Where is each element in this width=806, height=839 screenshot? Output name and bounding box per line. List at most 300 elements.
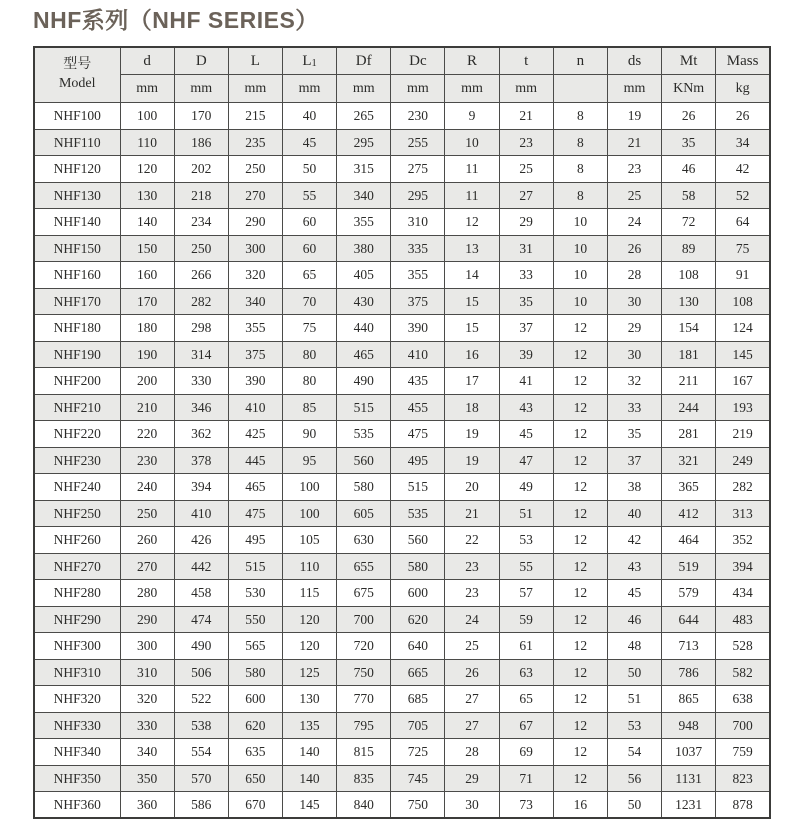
model-cell: NHF290 bbox=[34, 606, 120, 633]
value-cell: 375 bbox=[391, 288, 445, 315]
value-cell: 260 bbox=[120, 527, 174, 554]
value-cell: 281 bbox=[662, 421, 716, 448]
value-cell: 154 bbox=[662, 315, 716, 342]
value-cell: 554 bbox=[174, 739, 228, 766]
value-cell: 579 bbox=[662, 580, 716, 607]
value-cell: 410 bbox=[174, 500, 228, 527]
value-cell: 12 bbox=[445, 209, 499, 236]
column-unit-mt: KNm bbox=[662, 75, 716, 103]
value-cell: 120 bbox=[120, 156, 174, 183]
value-cell: 125 bbox=[282, 659, 336, 686]
value-cell: 75 bbox=[716, 235, 770, 262]
value-cell: 750 bbox=[391, 792, 445, 819]
value-cell: 140 bbox=[282, 765, 336, 792]
value-cell: 31 bbox=[499, 235, 553, 262]
value-cell: 12 bbox=[553, 315, 607, 342]
value-cell: 13 bbox=[445, 235, 499, 262]
value-cell: 24 bbox=[445, 606, 499, 633]
value-cell: 390 bbox=[228, 368, 282, 395]
value-cell: 26 bbox=[716, 103, 770, 130]
value-cell: 63 bbox=[499, 659, 553, 686]
value-cell: 34 bbox=[716, 129, 770, 156]
value-cell: 100 bbox=[120, 103, 174, 130]
value-cell: 490 bbox=[174, 633, 228, 660]
value-cell: 515 bbox=[337, 394, 391, 421]
value-cell: 394 bbox=[174, 474, 228, 501]
value-cell: 430 bbox=[337, 288, 391, 315]
value-cell: 29 bbox=[607, 315, 661, 342]
value-cell: 23 bbox=[607, 156, 661, 183]
value-cell: 12 bbox=[553, 368, 607, 395]
value-cell: 51 bbox=[499, 500, 553, 527]
value-cell: 350 bbox=[120, 765, 174, 792]
value-cell: 310 bbox=[120, 659, 174, 686]
value-cell: 638 bbox=[716, 686, 770, 713]
value-cell: 19 bbox=[607, 103, 661, 130]
value-cell: 27 bbox=[499, 182, 553, 209]
value-cell: 670 bbox=[228, 792, 282, 819]
table-row bbox=[34, 712, 770, 739]
value-cell: 24 bbox=[607, 209, 661, 236]
model-cell: NHF320 bbox=[34, 686, 120, 713]
value-cell: 295 bbox=[391, 182, 445, 209]
value-cell: 282 bbox=[716, 474, 770, 501]
value-cell: 235 bbox=[228, 129, 282, 156]
page-title: NHF系列（NHF SERIES） bbox=[33, 7, 319, 33]
value-cell: 600 bbox=[391, 580, 445, 607]
value-cell: 115 bbox=[282, 580, 336, 607]
value-cell: 522 bbox=[174, 686, 228, 713]
column-unit-df: mm bbox=[337, 75, 391, 103]
table-row bbox=[34, 659, 770, 686]
column-unit-d: mm bbox=[120, 75, 174, 103]
value-cell: 70 bbox=[282, 288, 336, 315]
value-cell: 16 bbox=[445, 341, 499, 368]
value-cell: 795 bbox=[337, 712, 391, 739]
value-cell: 455 bbox=[391, 394, 445, 421]
value-cell: 234 bbox=[174, 209, 228, 236]
value-cell: 64 bbox=[716, 209, 770, 236]
value-cell: 53 bbox=[499, 527, 553, 554]
value-cell: 219 bbox=[716, 421, 770, 448]
value-cell: 30 bbox=[607, 341, 661, 368]
value-cell: 655 bbox=[337, 553, 391, 580]
header-unit-row bbox=[34, 75, 770, 103]
value-cell: 249 bbox=[716, 447, 770, 474]
value-cell: 69 bbox=[499, 739, 553, 766]
value-cell: 15 bbox=[445, 288, 499, 315]
value-cell: 190 bbox=[120, 341, 174, 368]
value-cell: 12 bbox=[553, 553, 607, 580]
value-cell: 519 bbox=[662, 553, 716, 580]
table-row bbox=[34, 580, 770, 607]
value-cell: 49 bbox=[499, 474, 553, 501]
value-cell: 12 bbox=[553, 394, 607, 421]
value-cell: 19 bbox=[445, 447, 499, 474]
value-cell: 538 bbox=[174, 712, 228, 739]
value-cell: 380 bbox=[337, 235, 391, 262]
value-cell: 55 bbox=[282, 182, 336, 209]
value-cell: 58 bbox=[662, 182, 716, 209]
column-header-mass: Mass bbox=[716, 47, 770, 75]
value-cell: 50 bbox=[607, 792, 661, 819]
table-row bbox=[34, 739, 770, 766]
column-header-r: R bbox=[445, 47, 499, 75]
table-row bbox=[34, 368, 770, 395]
value-cell: 16 bbox=[553, 792, 607, 819]
value-cell: 745 bbox=[391, 765, 445, 792]
value-cell: 218 bbox=[174, 182, 228, 209]
value-cell: 25 bbox=[607, 182, 661, 209]
value-cell: 43 bbox=[607, 553, 661, 580]
column-header-l: L bbox=[228, 47, 282, 75]
value-cell: 170 bbox=[174, 103, 228, 130]
table-row bbox=[34, 156, 770, 183]
table-row bbox=[34, 288, 770, 315]
value-cell: 458 bbox=[174, 580, 228, 607]
table-row bbox=[34, 792, 770, 819]
value-cell: 570 bbox=[174, 765, 228, 792]
column-unit-n bbox=[553, 75, 607, 103]
value-cell: 255 bbox=[391, 129, 445, 156]
value-cell: 50 bbox=[282, 156, 336, 183]
value-cell: 490 bbox=[337, 368, 391, 395]
value-cell: 54 bbox=[607, 739, 661, 766]
value-cell: 465 bbox=[337, 341, 391, 368]
model-cell: NHF170 bbox=[34, 288, 120, 315]
value-cell: 320 bbox=[120, 686, 174, 713]
model-header-en: Model bbox=[58, 76, 96, 92]
value-cell: 9 bbox=[445, 103, 499, 130]
model-cell: NHF330 bbox=[34, 712, 120, 739]
table-row bbox=[34, 633, 770, 660]
value-cell: 12 bbox=[553, 606, 607, 633]
value-cell: 474 bbox=[174, 606, 228, 633]
model-cell: NHF280 bbox=[34, 580, 120, 607]
value-cell: 10 bbox=[553, 262, 607, 289]
value-cell: 580 bbox=[391, 553, 445, 580]
value-cell: 8 bbox=[553, 103, 607, 130]
model-cell: NHF180 bbox=[34, 315, 120, 342]
value-cell: 355 bbox=[337, 209, 391, 236]
value-cell: 50 bbox=[607, 659, 661, 686]
value-cell: 770 bbox=[337, 686, 391, 713]
value-cell: 105 bbox=[282, 527, 336, 554]
table-row bbox=[34, 686, 770, 713]
model-cell: NHF270 bbox=[34, 553, 120, 580]
value-cell: 515 bbox=[391, 474, 445, 501]
column-unit-mass: kg bbox=[716, 75, 770, 103]
model-cell: NHF150 bbox=[34, 235, 120, 262]
value-cell: 410 bbox=[228, 394, 282, 421]
value-cell: 41 bbox=[499, 368, 553, 395]
table-row bbox=[34, 527, 770, 554]
value-cell: 786 bbox=[662, 659, 716, 686]
value-cell: 19 bbox=[445, 421, 499, 448]
table-row bbox=[34, 209, 770, 236]
value-cell: 330 bbox=[174, 368, 228, 395]
column-header-ds: ds bbox=[607, 47, 661, 75]
value-cell: 170 bbox=[120, 288, 174, 315]
value-cell: 65 bbox=[282, 262, 336, 289]
value-cell: 244 bbox=[662, 394, 716, 421]
value-cell: 211 bbox=[662, 368, 716, 395]
value-cell: 59 bbox=[499, 606, 553, 633]
value-cell: 360 bbox=[120, 792, 174, 819]
value-cell: 340 bbox=[120, 739, 174, 766]
value-cell: 67 bbox=[499, 712, 553, 739]
value-cell: 298 bbox=[174, 315, 228, 342]
value-cell: 630 bbox=[337, 527, 391, 554]
value-cell: 130 bbox=[120, 182, 174, 209]
value-cell: 57 bbox=[499, 580, 553, 607]
value-cell: 12 bbox=[553, 739, 607, 766]
value-cell: 17 bbox=[445, 368, 499, 395]
value-cell: 8 bbox=[553, 182, 607, 209]
value-cell: 130 bbox=[662, 288, 716, 315]
value-cell: 282 bbox=[174, 288, 228, 315]
value-cell: 145 bbox=[282, 792, 336, 819]
value-cell: 335 bbox=[391, 235, 445, 262]
value-cell: 25 bbox=[445, 633, 499, 660]
value-cell: 21 bbox=[445, 500, 499, 527]
model-cell: NHF250 bbox=[34, 500, 120, 527]
value-cell: 35 bbox=[607, 421, 661, 448]
column-unit-l: mm bbox=[228, 75, 282, 103]
value-cell: 700 bbox=[337, 606, 391, 633]
value-cell: 11 bbox=[445, 182, 499, 209]
value-cell: 10 bbox=[553, 235, 607, 262]
value-cell: 759 bbox=[716, 739, 770, 766]
value-cell: 39 bbox=[499, 341, 553, 368]
value-cell: 53 bbox=[607, 712, 661, 739]
table-row bbox=[34, 341, 770, 368]
value-cell: 12 bbox=[553, 474, 607, 501]
value-cell: 38 bbox=[607, 474, 661, 501]
value-cell: 37 bbox=[499, 315, 553, 342]
value-cell: 200 bbox=[120, 368, 174, 395]
value-cell: 32 bbox=[607, 368, 661, 395]
model-cell: NHF300 bbox=[34, 633, 120, 660]
value-cell: 85 bbox=[282, 394, 336, 421]
value-cell: 181 bbox=[662, 341, 716, 368]
value-cell: 605 bbox=[337, 500, 391, 527]
column-unit-dc: mm bbox=[391, 75, 445, 103]
column-unit-ds: mm bbox=[607, 75, 661, 103]
value-cell: 840 bbox=[337, 792, 391, 819]
value-cell: 878 bbox=[716, 792, 770, 819]
value-cell: 230 bbox=[391, 103, 445, 130]
value-cell: 12 bbox=[553, 659, 607, 686]
value-cell: 45 bbox=[282, 129, 336, 156]
value-cell: 95 bbox=[282, 447, 336, 474]
value-cell: 650 bbox=[228, 765, 282, 792]
table-row bbox=[34, 235, 770, 262]
value-cell: 12 bbox=[553, 421, 607, 448]
table-row bbox=[34, 129, 770, 156]
value-cell: 270 bbox=[120, 553, 174, 580]
value-cell: 12 bbox=[553, 580, 607, 607]
value-cell: 720 bbox=[337, 633, 391, 660]
value-cell: 60 bbox=[282, 235, 336, 262]
value-cell: 23 bbox=[445, 580, 499, 607]
model-cell: NHF350 bbox=[34, 765, 120, 792]
table-row bbox=[34, 447, 770, 474]
value-cell: 560 bbox=[337, 447, 391, 474]
value-cell: 700 bbox=[716, 712, 770, 739]
value-cell: 1131 bbox=[662, 765, 716, 792]
value-cell: 202 bbox=[174, 156, 228, 183]
value-cell: 71 bbox=[499, 765, 553, 792]
value-cell: 586 bbox=[174, 792, 228, 819]
value-cell: 130 bbox=[282, 686, 336, 713]
value-cell: 33 bbox=[607, 394, 661, 421]
table-row bbox=[34, 553, 770, 580]
value-cell: 530 bbox=[228, 580, 282, 607]
model-cell: NHF310 bbox=[34, 659, 120, 686]
value-cell: 355 bbox=[391, 262, 445, 289]
model-cell: NHF190 bbox=[34, 341, 120, 368]
table-row bbox=[34, 500, 770, 527]
value-cell: 320 bbox=[228, 262, 282, 289]
value-cell: 145 bbox=[716, 341, 770, 368]
value-cell: 352 bbox=[716, 527, 770, 554]
value-cell: 75 bbox=[282, 315, 336, 342]
model-cell: NHF200 bbox=[34, 368, 120, 395]
value-cell: 665 bbox=[391, 659, 445, 686]
value-cell: 290 bbox=[228, 209, 282, 236]
table-row bbox=[34, 182, 770, 209]
table-row bbox=[34, 474, 770, 501]
value-cell: 193 bbox=[716, 394, 770, 421]
table-row bbox=[34, 606, 770, 633]
value-cell: 46 bbox=[662, 156, 716, 183]
table-row bbox=[34, 765, 770, 792]
value-cell: 33 bbox=[499, 262, 553, 289]
value-cell: 620 bbox=[228, 712, 282, 739]
value-cell: 56 bbox=[607, 765, 661, 792]
value-cell: 35 bbox=[499, 288, 553, 315]
value-cell: 948 bbox=[662, 712, 716, 739]
column-header-n: n bbox=[553, 47, 607, 75]
model-cell: NHF130 bbox=[34, 182, 120, 209]
value-cell: 10 bbox=[553, 288, 607, 315]
value-cell: 42 bbox=[716, 156, 770, 183]
value-cell: 434 bbox=[716, 580, 770, 607]
value-cell: 295 bbox=[337, 129, 391, 156]
value-cell: 42 bbox=[607, 527, 661, 554]
value-cell: 12 bbox=[553, 686, 607, 713]
table-body bbox=[34, 103, 770, 819]
value-cell: 713 bbox=[662, 633, 716, 660]
value-cell: 10 bbox=[553, 209, 607, 236]
value-cell: 442 bbox=[174, 553, 228, 580]
table-row bbox=[34, 103, 770, 130]
value-cell: 23 bbox=[499, 129, 553, 156]
model-cell: NHF230 bbox=[34, 447, 120, 474]
column-header-l1: $L_1$ bbox=[282, 47, 336, 75]
value-cell: 410 bbox=[391, 341, 445, 368]
value-cell: 1231 bbox=[662, 792, 716, 819]
value-cell: 12 bbox=[553, 341, 607, 368]
value-cell: 280 bbox=[120, 580, 174, 607]
value-cell: 8 bbox=[553, 129, 607, 156]
value-cell: 55 bbox=[499, 553, 553, 580]
value-cell: 823 bbox=[716, 765, 770, 792]
table-row bbox=[34, 315, 770, 342]
value-cell: 160 bbox=[120, 262, 174, 289]
model-cell: NHF140 bbox=[34, 209, 120, 236]
column-unit-r: mm bbox=[445, 75, 499, 103]
value-cell: 12 bbox=[553, 500, 607, 527]
value-cell: 365 bbox=[662, 474, 716, 501]
value-cell: 340 bbox=[228, 288, 282, 315]
table-row bbox=[34, 262, 770, 289]
value-cell: 394 bbox=[716, 553, 770, 580]
value-cell: 640 bbox=[391, 633, 445, 660]
value-cell: 378 bbox=[174, 447, 228, 474]
value-cell: 45 bbox=[499, 421, 553, 448]
value-cell: 266 bbox=[174, 262, 228, 289]
value-cell: 390 bbox=[391, 315, 445, 342]
value-cell: 210 bbox=[120, 394, 174, 421]
value-cell: 435 bbox=[391, 368, 445, 395]
value-cell: 300 bbox=[120, 633, 174, 660]
model-header-zh: 型号 bbox=[63, 57, 92, 73]
value-cell: 89 bbox=[662, 235, 716, 262]
value-cell: 48 bbox=[607, 633, 661, 660]
value-cell: 330 bbox=[120, 712, 174, 739]
model-cell: NHF340 bbox=[34, 739, 120, 766]
value-cell: 685 bbox=[391, 686, 445, 713]
column-header-d: d bbox=[120, 47, 174, 75]
value-cell: 110 bbox=[282, 553, 336, 580]
value-cell: 815 bbox=[337, 739, 391, 766]
value-cell: 600 bbox=[228, 686, 282, 713]
value-cell: 535 bbox=[337, 421, 391, 448]
value-cell: 72 bbox=[662, 209, 716, 236]
value-cell: 25 bbox=[499, 156, 553, 183]
value-cell: 550 bbox=[228, 606, 282, 633]
value-cell: 30 bbox=[445, 792, 499, 819]
value-cell: 26 bbox=[662, 103, 716, 130]
value-cell: 108 bbox=[662, 262, 716, 289]
value-cell: 22 bbox=[445, 527, 499, 554]
value-cell: 43 bbox=[499, 394, 553, 421]
value-cell: 100 bbox=[282, 500, 336, 527]
value-cell: 8 bbox=[553, 156, 607, 183]
value-cell: 150 bbox=[120, 235, 174, 262]
value-cell: 73 bbox=[499, 792, 553, 819]
column-header-mt: Mt bbox=[662, 47, 716, 75]
value-cell: 340 bbox=[337, 182, 391, 209]
value-cell: 535 bbox=[391, 500, 445, 527]
value-cell: 321 bbox=[662, 447, 716, 474]
value-cell: 270 bbox=[228, 182, 282, 209]
value-cell: 11 bbox=[445, 156, 499, 183]
value-cell: 110 bbox=[120, 129, 174, 156]
value-cell: 310 bbox=[391, 209, 445, 236]
model-cell: NHF120 bbox=[34, 156, 120, 183]
value-cell: 315 bbox=[337, 156, 391, 183]
nhf-spec-table bbox=[33, 46, 771, 820]
value-cell: 65 bbox=[499, 686, 553, 713]
value-cell: 1037 bbox=[662, 739, 716, 766]
column-unit-t: mm bbox=[499, 75, 553, 103]
value-cell: 27 bbox=[445, 686, 499, 713]
value-cell: 12 bbox=[553, 712, 607, 739]
value-cell: 140 bbox=[120, 209, 174, 236]
